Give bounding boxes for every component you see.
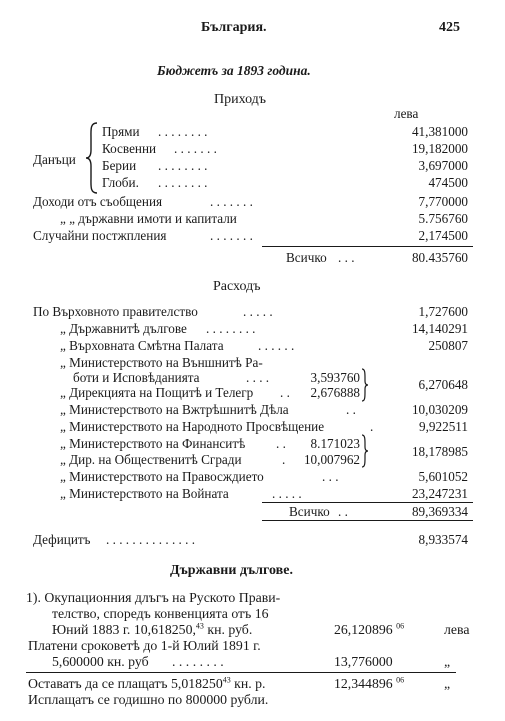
ditto-mark: „ bbox=[444, 654, 451, 669]
tax-label: Косвенни bbox=[102, 141, 157, 156]
expense-row-label: „ Министерството на Външнитѣ Ра- bbox=[60, 355, 263, 370]
kopek-superscript: 43 bbox=[195, 621, 204, 631]
leader-dots: . . . . . . . bbox=[210, 228, 253, 243]
income-row-value: 7,770000 bbox=[418, 194, 468, 209]
tax-label: Прями bbox=[102, 124, 140, 139]
debts-heading: Държавни дългове. bbox=[170, 563, 293, 578]
income-row-label: Случайни постжпления bbox=[33, 228, 167, 243]
expense-total-label: Всичко bbox=[289, 504, 330, 519]
expense-row-value: 23,247231 bbox=[411, 486, 468, 501]
left-brace-icon bbox=[85, 122, 99, 194]
expense-row-label: „ Дир. на Общественитѣ Сгради bbox=[60, 452, 242, 467]
leader-dots: . . . . . . . bbox=[174, 141, 217, 156]
debt-text: 1). Окупационния длъгъ на Руското Прави- bbox=[26, 590, 281, 605]
expense-row-label: „ Министерството на Войната bbox=[60, 486, 229, 501]
debt-text: Исплащатъ се годишно по 800000 рубли. bbox=[28, 692, 269, 707]
leader-dots: . . . . . . . . bbox=[158, 124, 208, 139]
sub-amount: 8.171023 bbox=[310, 436, 360, 451]
expense-row-label: „ Държавнитѣ дългове bbox=[60, 321, 187, 336]
expense-row-value: 1,727600 bbox=[418, 304, 468, 319]
leader-dots: . bbox=[282, 452, 286, 467]
leader-dots: . . . . . . . . . . . . . . bbox=[106, 532, 196, 547]
expense-row-label: „ Дирекцията на Пощитѣ и Телегр bbox=[60, 385, 254, 400]
debt-text: телство, споредъ конвенцията отъ 16 bbox=[52, 606, 269, 621]
leader-dots: . . . . . . . . bbox=[172, 654, 224, 669]
stotinki-superscript: 06 bbox=[396, 621, 405, 631]
total-rule bbox=[262, 502, 473, 503]
sub-amount: 2,676888 bbox=[310, 385, 360, 400]
tax-value: 19,182000 bbox=[411, 141, 468, 156]
debt-text bbox=[52, 622, 252, 638]
debt-unit: лева bbox=[444, 622, 470, 637]
expense-total-value: 89,369334 bbox=[411, 504, 468, 519]
leader-dots: . . . . . . . . bbox=[206, 321, 256, 336]
total-rule bbox=[262, 246, 473, 247]
deficit-value: 8,933574 bbox=[418, 532, 468, 547]
debt-rule bbox=[26, 672, 456, 673]
debt-amount-value: 26,120896 bbox=[334, 622, 393, 637]
leader-dots: . . . . bbox=[246, 370, 270, 385]
currency-label: лева bbox=[394, 106, 419, 121]
leader-dots: . . bbox=[346, 402, 356, 417]
debt-text: 5,600000 кн. руб bbox=[52, 654, 149, 669]
debt-amount-value: 12,344896 bbox=[334, 676, 393, 691]
debt-text-part: Юний 1883 г. 10,618250, bbox=[52, 622, 196, 637]
running-header-country: България. bbox=[201, 20, 267, 35]
expense-row-value: 10,030209 bbox=[411, 402, 468, 417]
leader-dots: . bbox=[370, 419, 374, 434]
right-brace-icon bbox=[361, 434, 369, 468]
tax-label: Берии bbox=[102, 158, 137, 173]
group-sum: 6,270648 bbox=[418, 377, 468, 392]
expense-row-label: „ Министерството на Вжтрѣшнитѣ Дѣла bbox=[60, 402, 289, 417]
income-row-value: 5.756760 bbox=[418, 211, 468, 226]
leader-dots: . . . . . bbox=[272, 486, 302, 501]
leader-dots: . . . bbox=[338, 250, 355, 265]
leader-dots: . . . . . bbox=[243, 304, 273, 319]
income-row-value: 2,174500 bbox=[418, 228, 468, 243]
expense-row-value: 9,922511 bbox=[419, 419, 468, 434]
debt-amount bbox=[334, 622, 404, 638]
sub-amount: 10,007962 bbox=[303, 452, 360, 467]
income-heading: Приходъ bbox=[214, 92, 267, 107]
expense-row-label-cont: боти и Исповѣданията bbox=[73, 370, 200, 385]
budget-title: Бюджетъ за 1893 година. bbox=[157, 63, 311, 78]
leader-dots: . . . . . . . . bbox=[158, 158, 208, 173]
kopek-superscript: 43 bbox=[222, 675, 231, 685]
tax-value: 41,381000 bbox=[411, 124, 468, 139]
taxes-label: Данъци bbox=[33, 152, 76, 167]
page-number: 425 bbox=[439, 20, 460, 35]
debt-amount bbox=[334, 676, 404, 692]
expense-row-label: „ Министерството на Финанситѣ bbox=[60, 436, 246, 451]
expense-row-value: 14,140291 bbox=[411, 321, 468, 336]
income-row-label: Доходи отъ съобщения bbox=[33, 194, 163, 209]
income-total-label: Всичко bbox=[286, 250, 327, 265]
leader-dots: . . . . . . . bbox=[210, 194, 253, 209]
debt-amount-value: 13,776000 bbox=[334, 654, 393, 669]
leader-dots: . . . . . . . . bbox=[158, 175, 208, 190]
leader-dots: . . bbox=[280, 385, 290, 400]
expense-row-label: „ Министерството на Народното Просвѣщение bbox=[60, 419, 325, 434]
income-total-value: 80.435760 bbox=[411, 250, 468, 265]
leader-dots: . . bbox=[338, 504, 348, 519]
tax-value: 474500 bbox=[428, 175, 468, 190]
debt-text bbox=[28, 676, 266, 692]
debt-text-part: кн. р. bbox=[234, 676, 266, 691]
stotinki-superscript: 06 bbox=[396, 675, 405, 685]
debt-text: Платени сроковетѣ до 1-й Юлий 1891 г. bbox=[28, 638, 261, 653]
expense-heading: Расходъ bbox=[213, 279, 261, 294]
expense-row-label: „ Върховната Смѣтна Палата bbox=[60, 338, 224, 353]
tax-label: Глоби. bbox=[102, 175, 139, 190]
leader-dots: . . . bbox=[322, 469, 339, 484]
deficit-label: Дефицитъ bbox=[33, 532, 91, 547]
total-rule bbox=[262, 520, 473, 521]
sub-amount: 3,593760 bbox=[310, 370, 360, 385]
expense-row-value: 5,601052 bbox=[418, 469, 468, 484]
debt-text-part: Оставатъ да се плащатъ 5,018250 bbox=[28, 676, 223, 691]
ditto-mark: „ bbox=[444, 676, 451, 691]
tax-value: 3,697000 bbox=[418, 158, 468, 173]
leader-dots: . . bbox=[276, 436, 286, 451]
group-sum: 18,178985 bbox=[411, 444, 468, 459]
debt-text-part: кн. руб. bbox=[207, 622, 253, 637]
right-brace-icon bbox=[361, 368, 369, 402]
leader-dots: . . . . . . bbox=[258, 338, 295, 353]
income-row-label: „ „ държавни имоти и капитали bbox=[60, 211, 237, 226]
expense-row-value: 250807 bbox=[428, 338, 468, 353]
expense-row-label: По Върховното правителство bbox=[33, 304, 198, 319]
expense-row-label: „ Министерството на Правосждието bbox=[60, 469, 264, 484]
